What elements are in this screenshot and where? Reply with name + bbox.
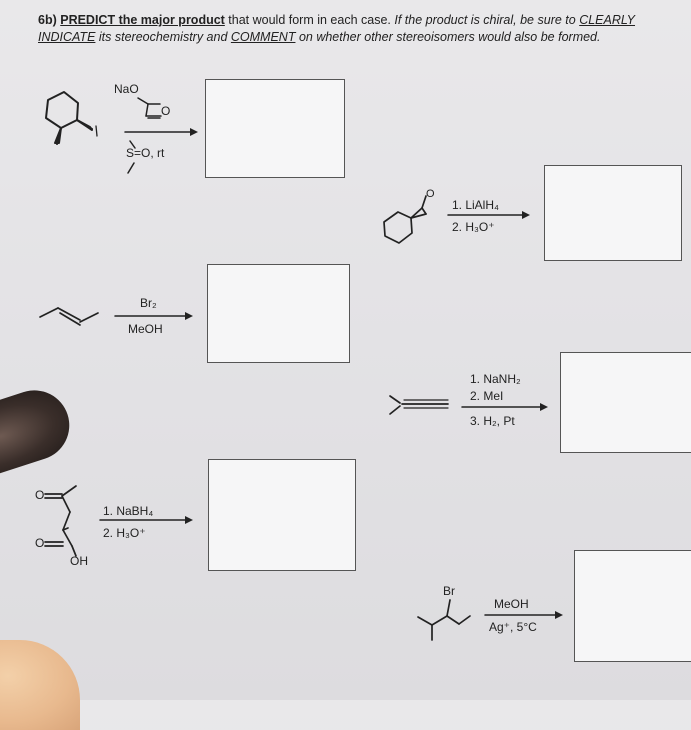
reactant-4-structure (390, 396, 448, 414)
r1-carbonyl-o: O (161, 104, 171, 118)
r4-step2: 2. MeI (470, 389, 504, 403)
r5-step1: 1. NaBH₄ (103, 504, 154, 518)
instruction-text-3: on whether other stereoisomers would also be formed. (295, 30, 601, 44)
r5-step2: 2. H₃O⁺ (103, 526, 146, 540)
r6-reagent-top: MeOH (494, 597, 529, 611)
r5-oh: OH (70, 554, 88, 568)
r6-bromine: Br (443, 584, 455, 598)
question-number: 6b) (38, 13, 57, 27)
r4-step1: 1. NaNH₂ (470, 372, 521, 386)
r4-step3: 3. H₂, Pt (470, 414, 515, 428)
instruction-text-1: that would form in each case. (224, 13, 395, 27)
reagent-1-structure (128, 98, 161, 173)
r5-ketone-o: O (35, 488, 45, 502)
r5-acid-o: O (35, 536, 45, 550)
reactant-6-structure (418, 600, 470, 640)
r2-step2: 2. H₃O⁺ (452, 220, 495, 234)
r1-reagent-top: NaO (114, 82, 139, 96)
r3-reagent-bottom: MeOH (128, 322, 163, 336)
chiral-text: If the product is chiral, be sure to (394, 13, 580, 27)
instruction-text-2: its stereochemistry and (95, 30, 231, 44)
reactant-1-structure (46, 92, 97, 144)
reactant-5-structure (45, 486, 76, 556)
predict-text: PREDICT the major product (60, 13, 225, 27)
r2-step1: 1. LiAlH₄ (452, 198, 499, 212)
r6-reagent-bottom: Ag⁺, 5°C (489, 620, 537, 634)
r3-reagent-top: Br₂ (140, 296, 157, 310)
reactant-2-structure (384, 196, 426, 243)
comment-text: COMMENT (230, 30, 296, 44)
reactant-3-structure (40, 308, 98, 325)
clearly-text: CLEARLY (579, 13, 636, 27)
r2-epoxide-o: O (426, 188, 435, 200)
r1-reagent-bottom: S=O, rt (126, 146, 165, 160)
indicate-text: INDICATE (38, 30, 96, 44)
